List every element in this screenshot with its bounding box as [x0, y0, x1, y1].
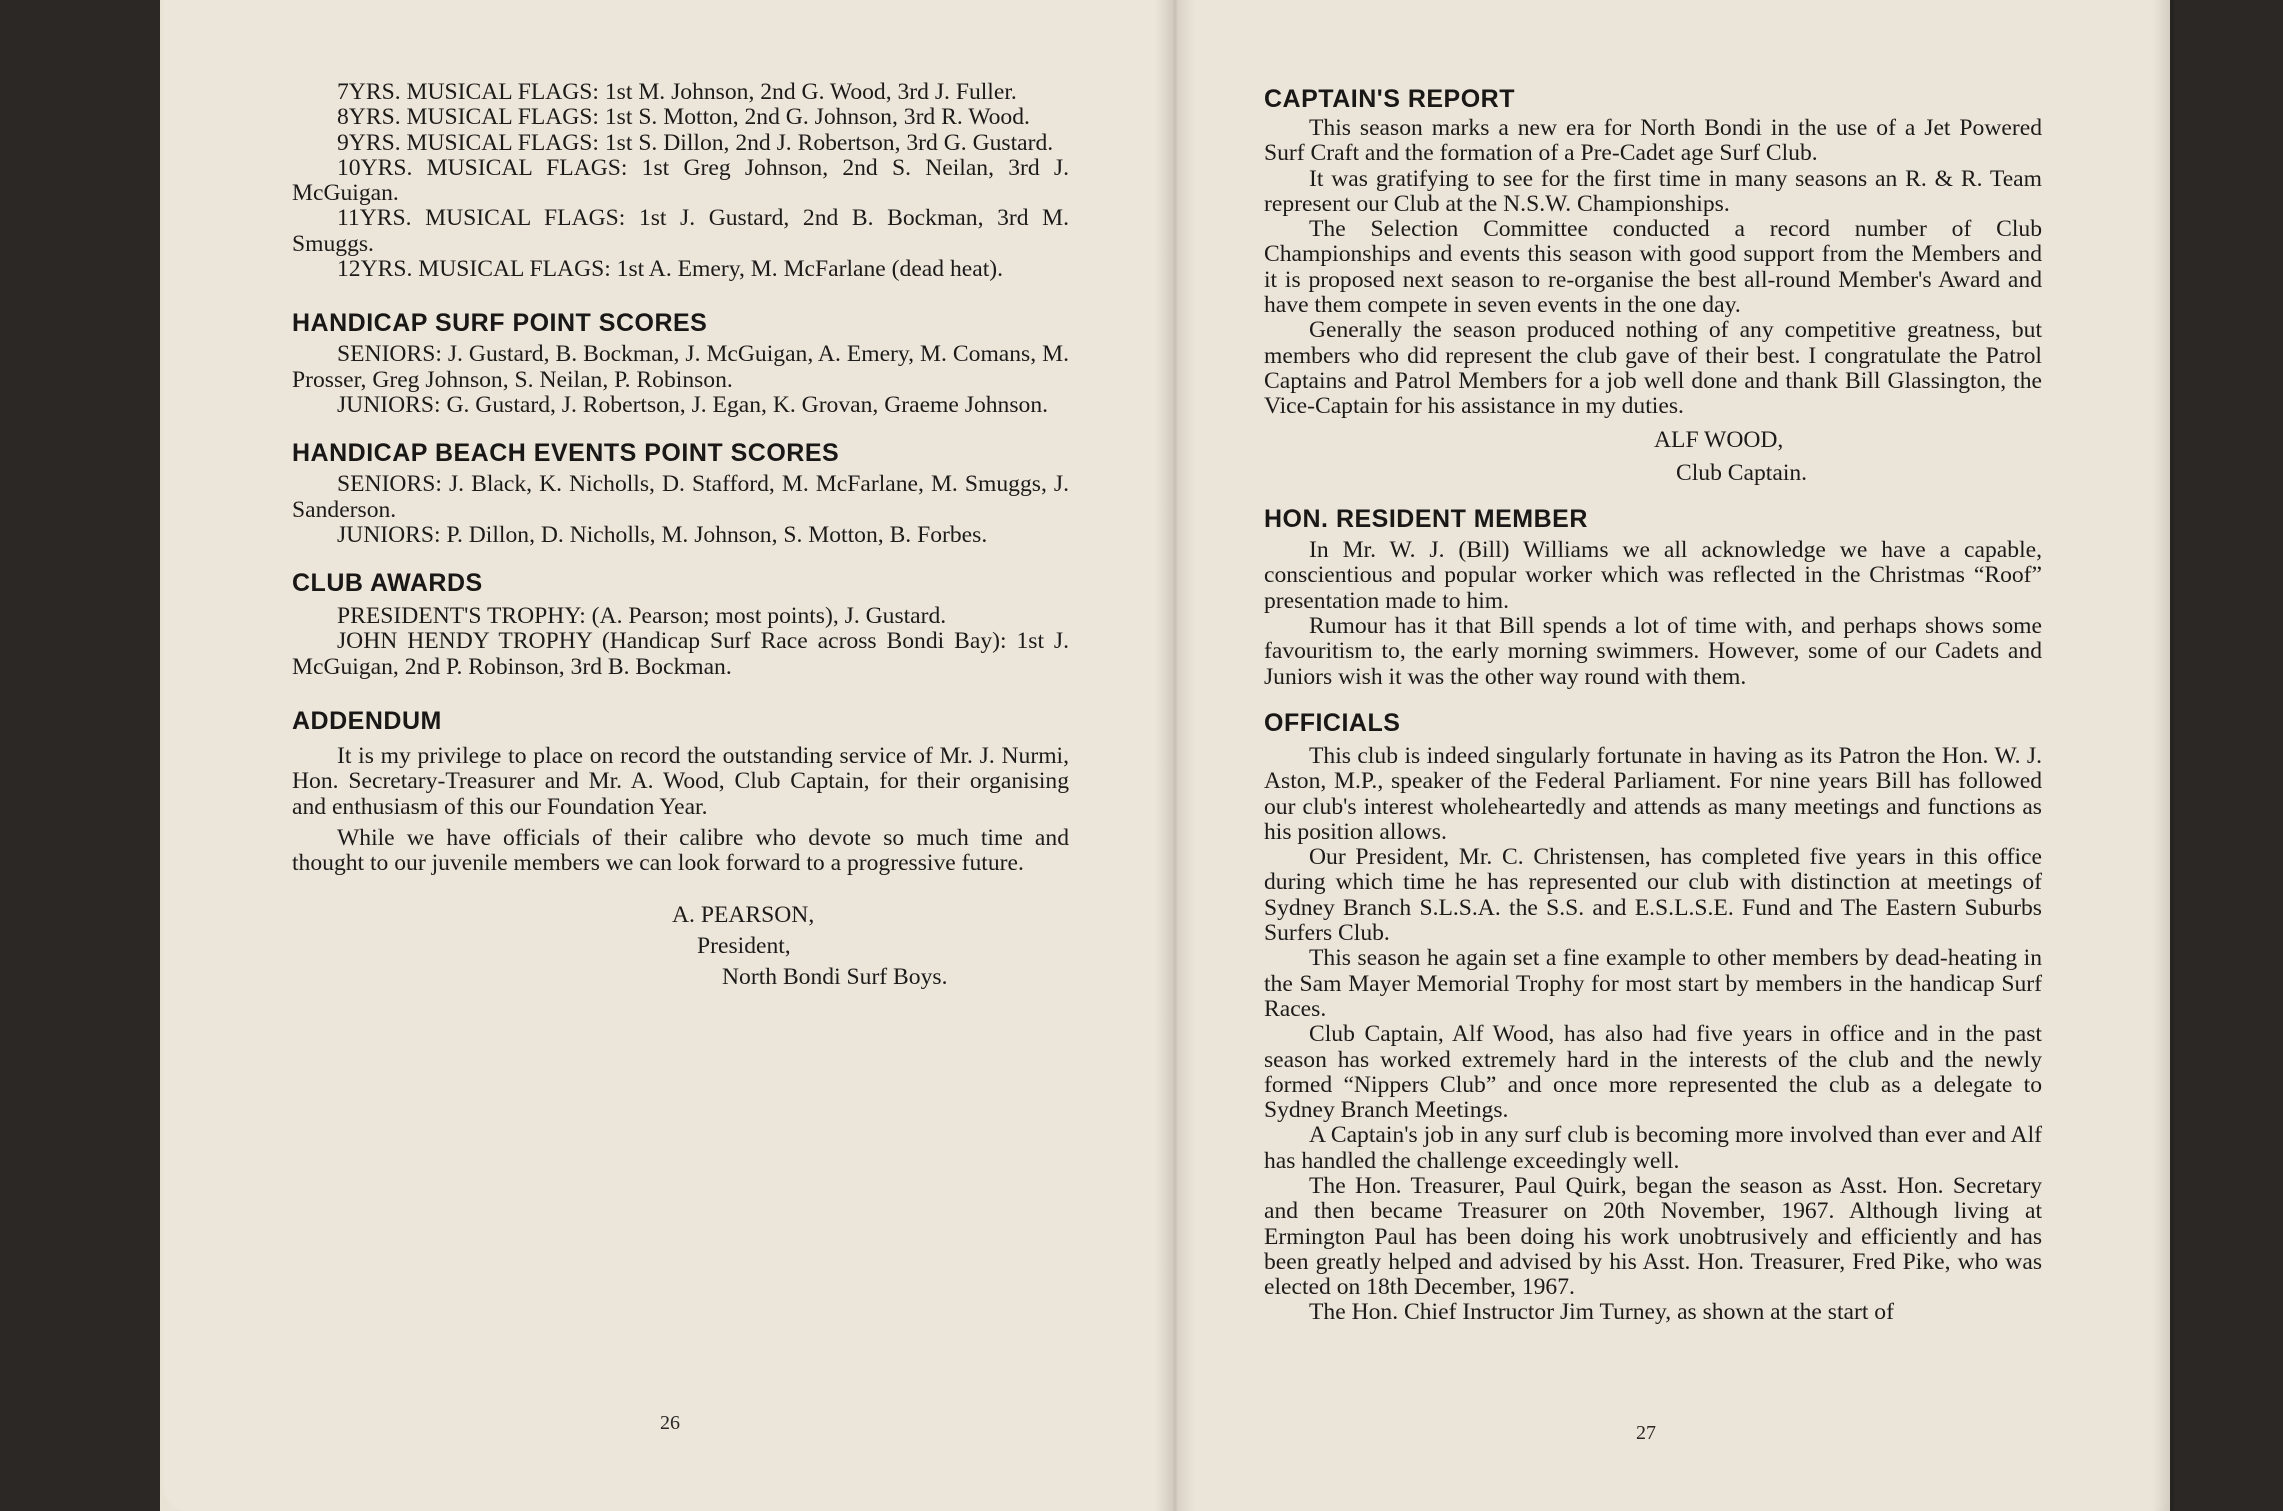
award-item: JOHN HENDY TROPHY (Handicap Surf Race across Bondi Bay): 1st J. McGuigan, 2nd P. Robinson, 3rd B. Bockman.	[292, 628, 1069, 680]
left-column	[292, 80, 1069, 990]
signature-title: President,	[697, 932, 791, 959]
signature-title: Club Captain.	[1676, 459, 1808, 486]
captain-para: Generally the season produced nothing of any competitive greatness, but members who did represent the club gave of their best. I congratulate the Patrol Captains and Patrol Members for a job well done and thank Bill Glassington, the Vice-Captain for his assistance in my duties.	[1264, 317, 2042, 420]
surf-juniors: JUNIORS: G. Gustard, J. Robertson, J. Egan, K. Grovan, Graeme Johnson.	[337, 391, 1049, 418]
section-heading-surf: HANDICAP SURF POINT SCORES	[292, 309, 708, 338]
flags-result: 11YRS. MUSICAL FLAGS: 1st J. Gustard, 2nd B. Bockman, 3rd M. Smuggs.	[292, 205, 1069, 257]
officials-para: This season he again set a fine example to other members by dead-heating in the Sam Mayer Memorial Trophy for most start by members in the handicap Surf Races.	[1264, 945, 2042, 1022]
section-heading-beach: HANDICAP BEACH EVENTS POINT SCORES	[292, 439, 840, 468]
addendum-para: It is my privilege to place on record the outstanding service of Mr. J. Nurmi, Hon. Secretary-Treasurer and Mr. A. Wood, Club Captain, for their organising and enthusiasm of this our Foundation Year.	[292, 743, 1069, 820]
section-heading-awards: CLUB AWARDS	[292, 569, 483, 598]
surf-seniors: SENIORS: J. Gustard, B. Bockman, J. McGuigan, A. Emery, M. Comans, M. Prosser, Greg Johnson, S. Neilan, P. Robinson.	[292, 341, 1069, 393]
signature-name: A. PEARSON,	[672, 901, 815, 928]
section-heading-addendum: ADDENDUM	[292, 707, 442, 736]
signature-org: North Bondi Surf Boys.	[722, 964, 948, 991]
officials-para: Club Captain, Alf Wood, has also had five years in office and in the past season has worked extremely hard in the interests of the club and the newly formed “Nippers Club” and once more represented the club as a delegate to Sydney Branch Meetings.	[1264, 1021, 2042, 1124]
award-item: PRESIDENT'S TROPHY: (A. Pearson; most points), J. Gustard.	[337, 603, 947, 630]
captain-para: It was gratifying to see for the first time in many seasons an R. & R. Team represent our Club at the N.S.W. Championships.	[1264, 165, 2042, 217]
flags-result: 8YRS. MUSICAL FLAGS: 1st S. Motton, 2nd G. Johnson, 3rd R. Wood.	[337, 104, 1030, 131]
flags-result: 10YRS. MUSICAL FLAGS: 1st Greg Johnson, 2nd S. Neilan, 3rd J. McGuigan.	[292, 154, 1069, 207]
addendum-para: While we have officials of their calibre who devote so much time and thought to our juvenile members we can look forward to a progressive future.	[292, 824, 1069, 877]
officials-para: This club is indeed singularly fortunate in having as its Patron the Hon. W. J. Aston, M.P., speaker of the Federal Parliament. For nine years Bill has followed our club's interest wholeheartedly and attends as many meetings and functions as his position allows.	[1264, 742, 2042, 845]
section-heading-officials: OFFICIALS	[1264, 708, 1401, 737]
officials-para: The Hon. Treasurer, Paul Quirk, began the season as Asst. Hon. Secretary and then became Treasurer on 20th November, 1967. Although living at Ermington Paul has been doing his work unobtrusively and efficiently and has been greatly helped and advised by his Asst. Hon. Treasurer, Fred Pike, who was elected on 18th December, 1967.	[1264, 1172, 2042, 1301]
section-heading-captain: CAPTAIN'S REPORT	[1264, 85, 1515, 113]
right-column	[1264, 84, 2042, 1326]
signature-name: ALF WOOD,	[1654, 426, 1784, 453]
flags-result: 9YRS. MUSICAL FLAGS: 1st S. Dillon, 2nd J. Robertson, 3rd G. Gustard.	[337, 129, 1054, 156]
page-number-left: 26	[660, 1412, 680, 1434]
section-heading-resident: HON. RESIDENT MEMBER	[1264, 505, 1588, 534]
page-edge-shadow	[2152, 0, 2174, 1511]
page-number-right: 27	[1636, 1422, 1656, 1444]
book-gutter	[1155, 0, 1195, 1511]
beach-juniors: JUNIORS: P. Dillon, D. Nicholls, M. Johnson, S. Motton, B. Forbes.	[337, 521, 988, 548]
officials-para: A Captain's job in any surf club is becoming more involved than ever and Alf has handled the challenge exceedingly well.	[1264, 1122, 2042, 1174]
officials-para: Our President, Mr. C. Christensen, has completed five years in this office during which time he has represented our club with distinction at meetings of Sydney Branch S.L.S.A. the S.S. and E.S.L.S.E. Fund and The Eastern Suburbs Surfers Club.	[1264, 844, 2042, 947]
flags-result: 12YRS. MUSICAL FLAGS: 1st A. Emery, M. McFarlane (dead heat).	[337, 256, 1004, 283]
captain-para: This season marks a new era for North Bondi in the use of a Jet Powered Surf Craft and the formation of a Pre-Cadet age Surf Club.	[1264, 115, 2042, 167]
flags-result: 7YRS. MUSICAL FLAGS: 1st M. Johnson, 2nd G. Wood, 3rd J. Fuller.	[337, 79, 1017, 105]
captain-para: The Selection Committee conducted a record number of Club Championships and events this season with good support from the Members and it is proposed next season to re-organise the best all-round Member's Award and have them compete in seven events in the one day.	[1264, 216, 2042, 319]
resident-para: In Mr. W. J. (Bill) Williams we all acknowledge we have a capable, conscientious and popular worker which was reflected in the Christmas “Roof” presentation made to him.	[1264, 537, 2042, 614]
officials-para: The Hon. Chief Instructor Jim Turney, as shown at the start of	[1309, 1299, 1894, 1326]
beach-seniors: SENIORS: J. Black, K. Nicholls, D. Stafford, M. McFarlane, M. Smuggs, J. Sanderson.	[292, 471, 1069, 523]
resident-para: Rumour has it that Bill spends a lot of time with, and perhaps shows some favouritism to, the early morning swimmers. However, some of our Cadets and Juniors wish it was the other way round with them.	[1264, 613, 2042, 690]
